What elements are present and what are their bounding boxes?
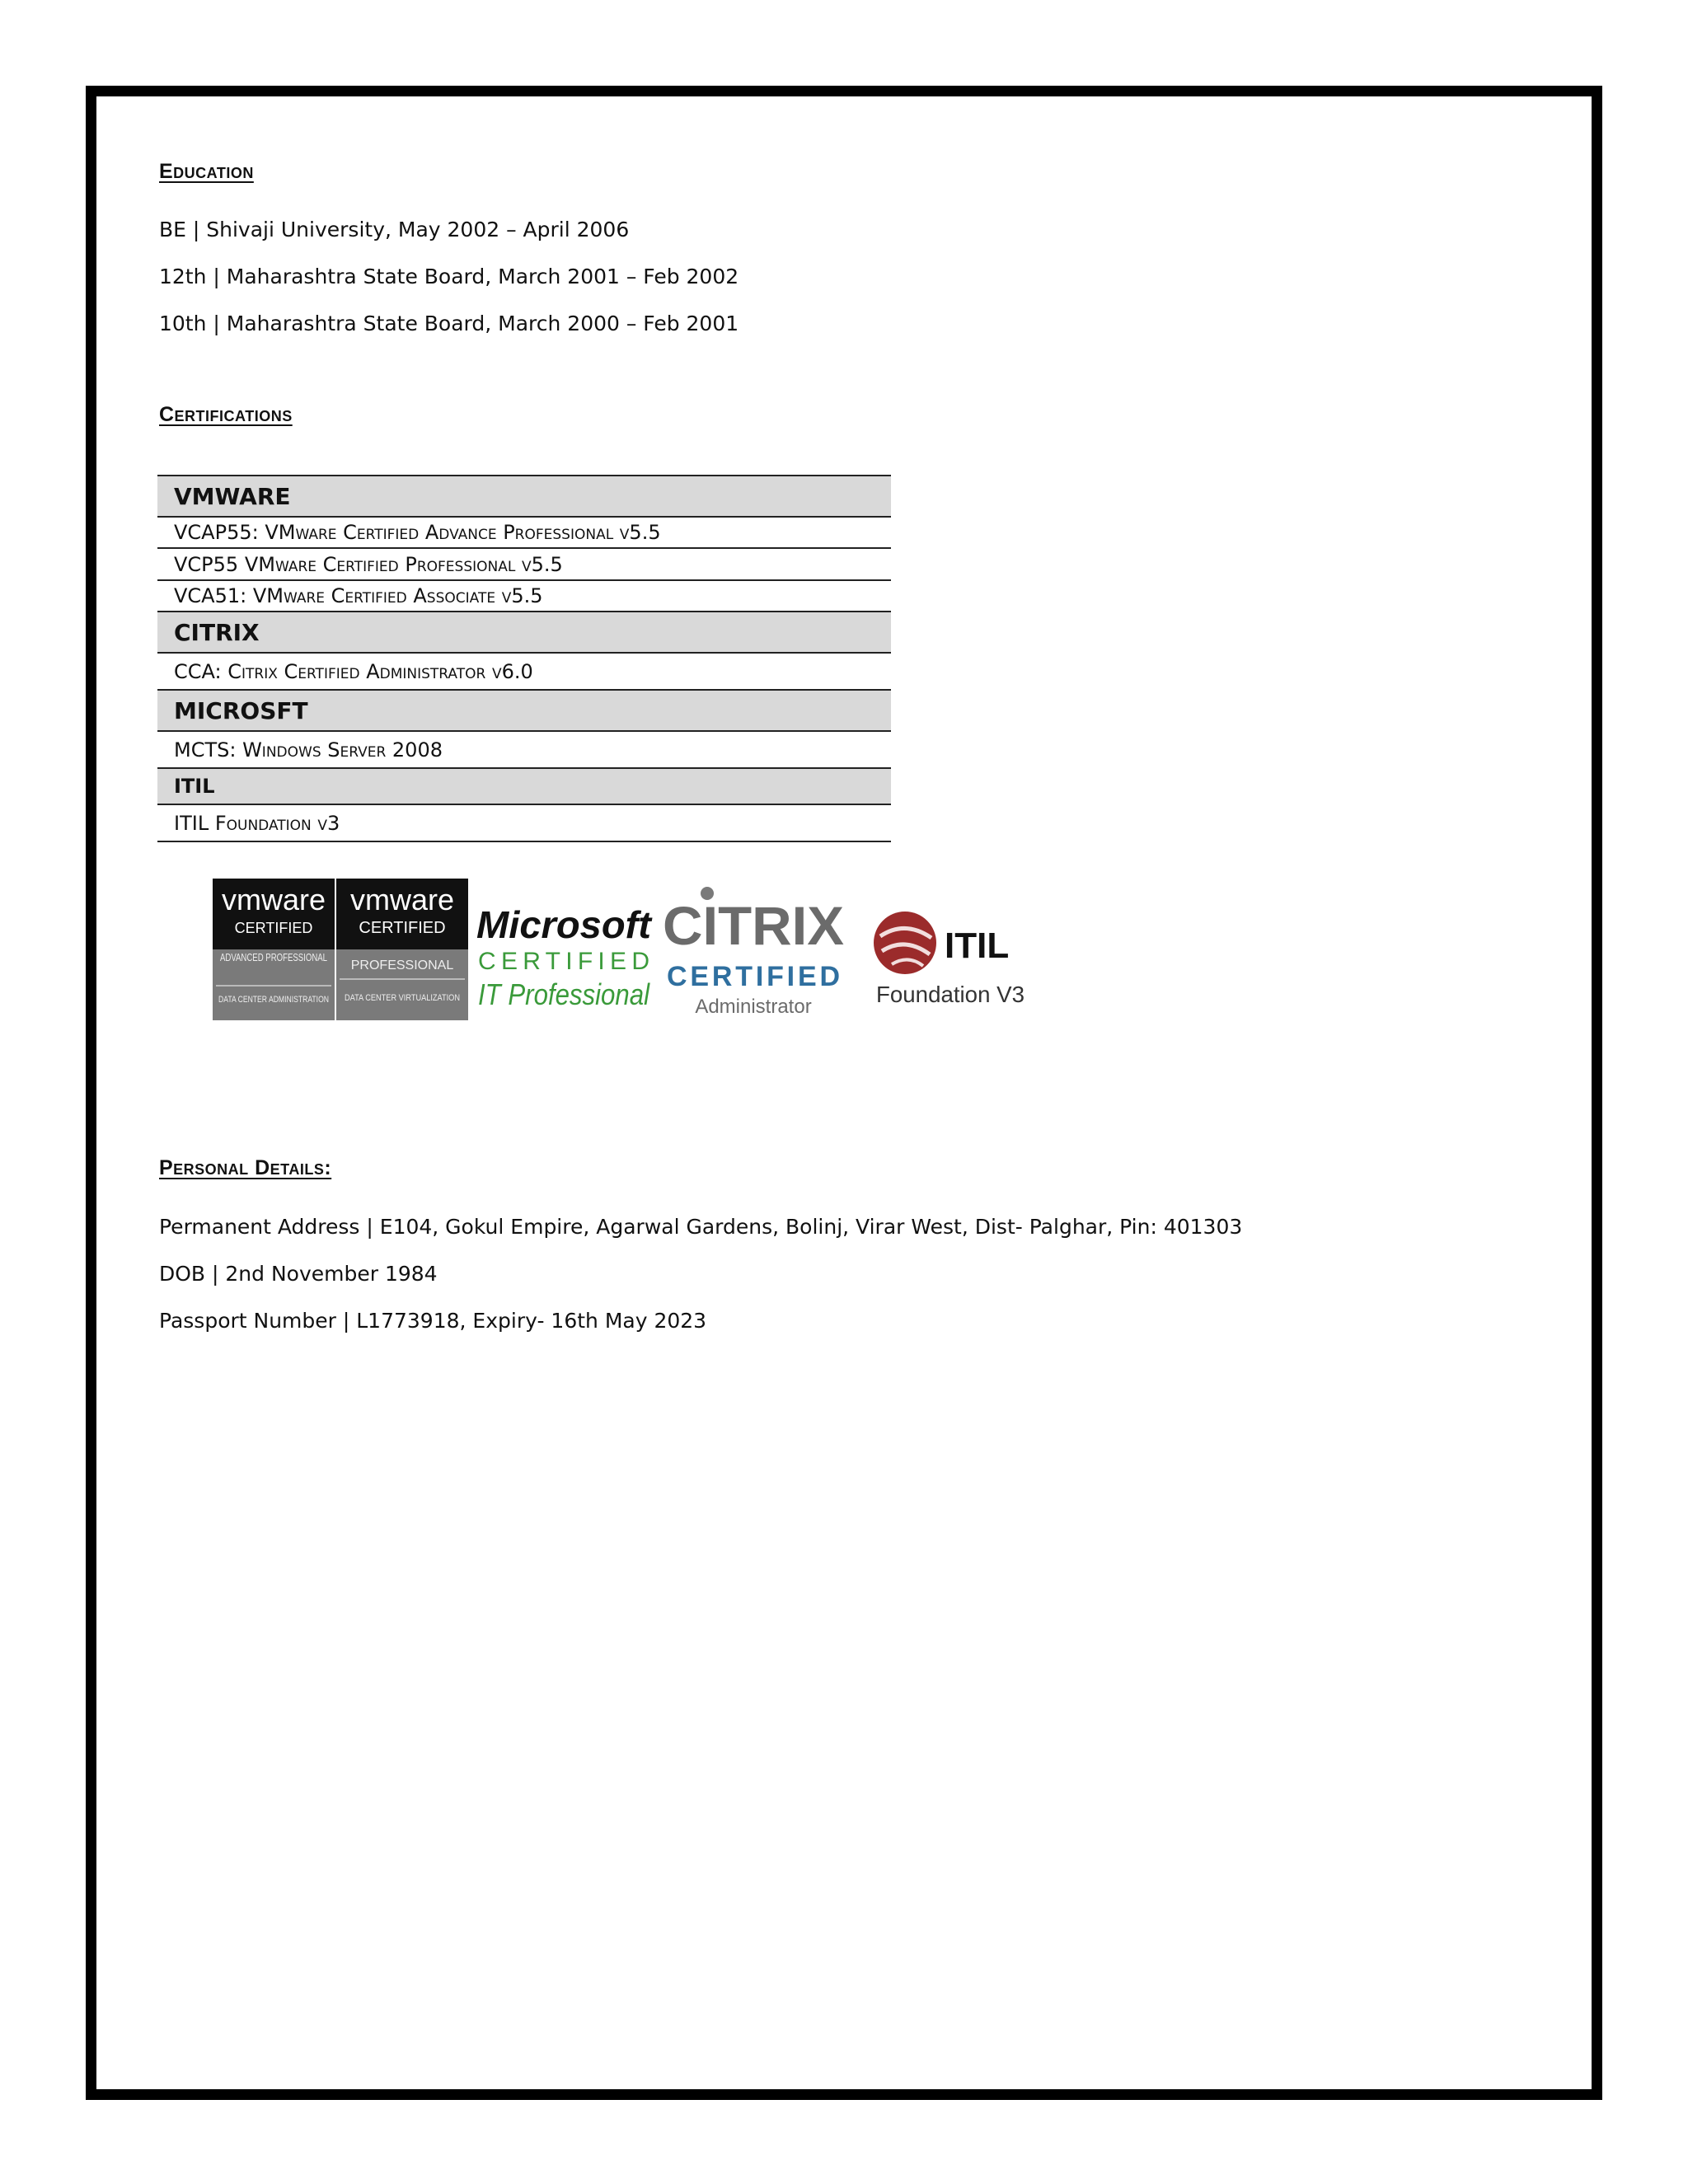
- cert-item: VCAP55: VMware Certified Advance Professional v5.5: [157, 518, 891, 549]
- certification-logos: [213, 879, 1037, 1020]
- cert-item: MCTS: Windows Server 2008: [157, 732, 891, 769]
- cert-item: CCA: Citrix Certified Administrator v6.0: [157, 654, 891, 691]
- vmware-level-text: ADVANCED PROFESSIONAL: [220, 951, 327, 963]
- personal-entry-dob: DOB | 2nd November 1984: [159, 1262, 438, 1286]
- microsoft-certified-logo: [475, 879, 656, 1020]
- cert-item: VCP55 VMware Certified Professional v5.5: [157, 549, 891, 581]
- vmware-track-text: DATA CENTER ADMINISTRATION: [218, 995, 330, 1005]
- cert-group-vmware: VMWARE: [157, 476, 891, 518]
- vmware-brand-text: vmware: [221, 883, 326, 916]
- citrix-badge-text: CERTIFIED: [667, 961, 840, 992]
- vmware-brand-text: vmware: [349, 883, 455, 916]
- cert-item: VCA51: VMware Certified Associate v5.5: [157, 581, 891, 612]
- vmware-professional-logo: [336, 879, 468, 1020]
- vmware-level-text: PROFESSIONAL: [350, 958, 454, 972]
- cert-group-itil: ITIL: [157, 769, 891, 805]
- citrix-brand-text: CITRIX: [663, 895, 844, 956]
- itil-level-text: Foundation V3: [876, 982, 1025, 1007]
- personal-entry-address: Permanent Address | E104, Gokul Empire, Agarwal Gardens, Bolinj, Virar West, Dist- Palghar, Pin: 401303: [159, 1215, 1243, 1239]
- education-entry: 12th | Maharashtra State Board, March 2001 – Feb 2002: [159, 265, 739, 288]
- citrix-certified-logo: [661, 879, 846, 1020]
- cert-group-microsoft: MICROSFT: [157, 691, 891, 732]
- education-entry: BE | Shivaji University, May 2002 – April 2006: [159, 218, 630, 241]
- vmware-track-text: DATA CENTER VIRTUALIZATION: [345, 993, 461, 1003]
- vmware-badge-text: CERTIFIED: [359, 919, 446, 937]
- certifications-table: [157, 475, 891, 842]
- itil-brand-text: ITIL: [945, 926, 1010, 966]
- microsoft-badge-text: CERTIFIED: [478, 948, 649, 975]
- microsoft-level-text: IT Professional: [478, 977, 650, 1011]
- cert-group-citrix: CITRIX: [157, 612, 891, 654]
- education-entry: 10th | Maharashtra State Board, March 2000 – Feb 2001: [159, 312, 739, 335]
- certifications-heading: Certifications: [159, 403, 293, 426]
- personal-entry-passport: Passport Number | L1773918, Expiry- 16th May 2023: [159, 1309, 707, 1333]
- vmware-advanced-professional-logo: [213, 879, 335, 1020]
- citrix-level-text: Administrator: [695, 996, 812, 1018]
- education-heading: Education: [159, 160, 254, 183]
- cert-item: ITIL Foundation v3: [157, 805, 891, 842]
- personal-details-heading: Personal Details:: [159, 1156, 332, 1179]
- itil-foundation-logo: [864, 879, 1037, 1020]
- microsoft-brand-text: Microsoft: [476, 903, 653, 946]
- vmware-badge-text: CERTIFIED: [234, 920, 313, 936]
- page-border-inner: [94, 94, 1594, 2092]
